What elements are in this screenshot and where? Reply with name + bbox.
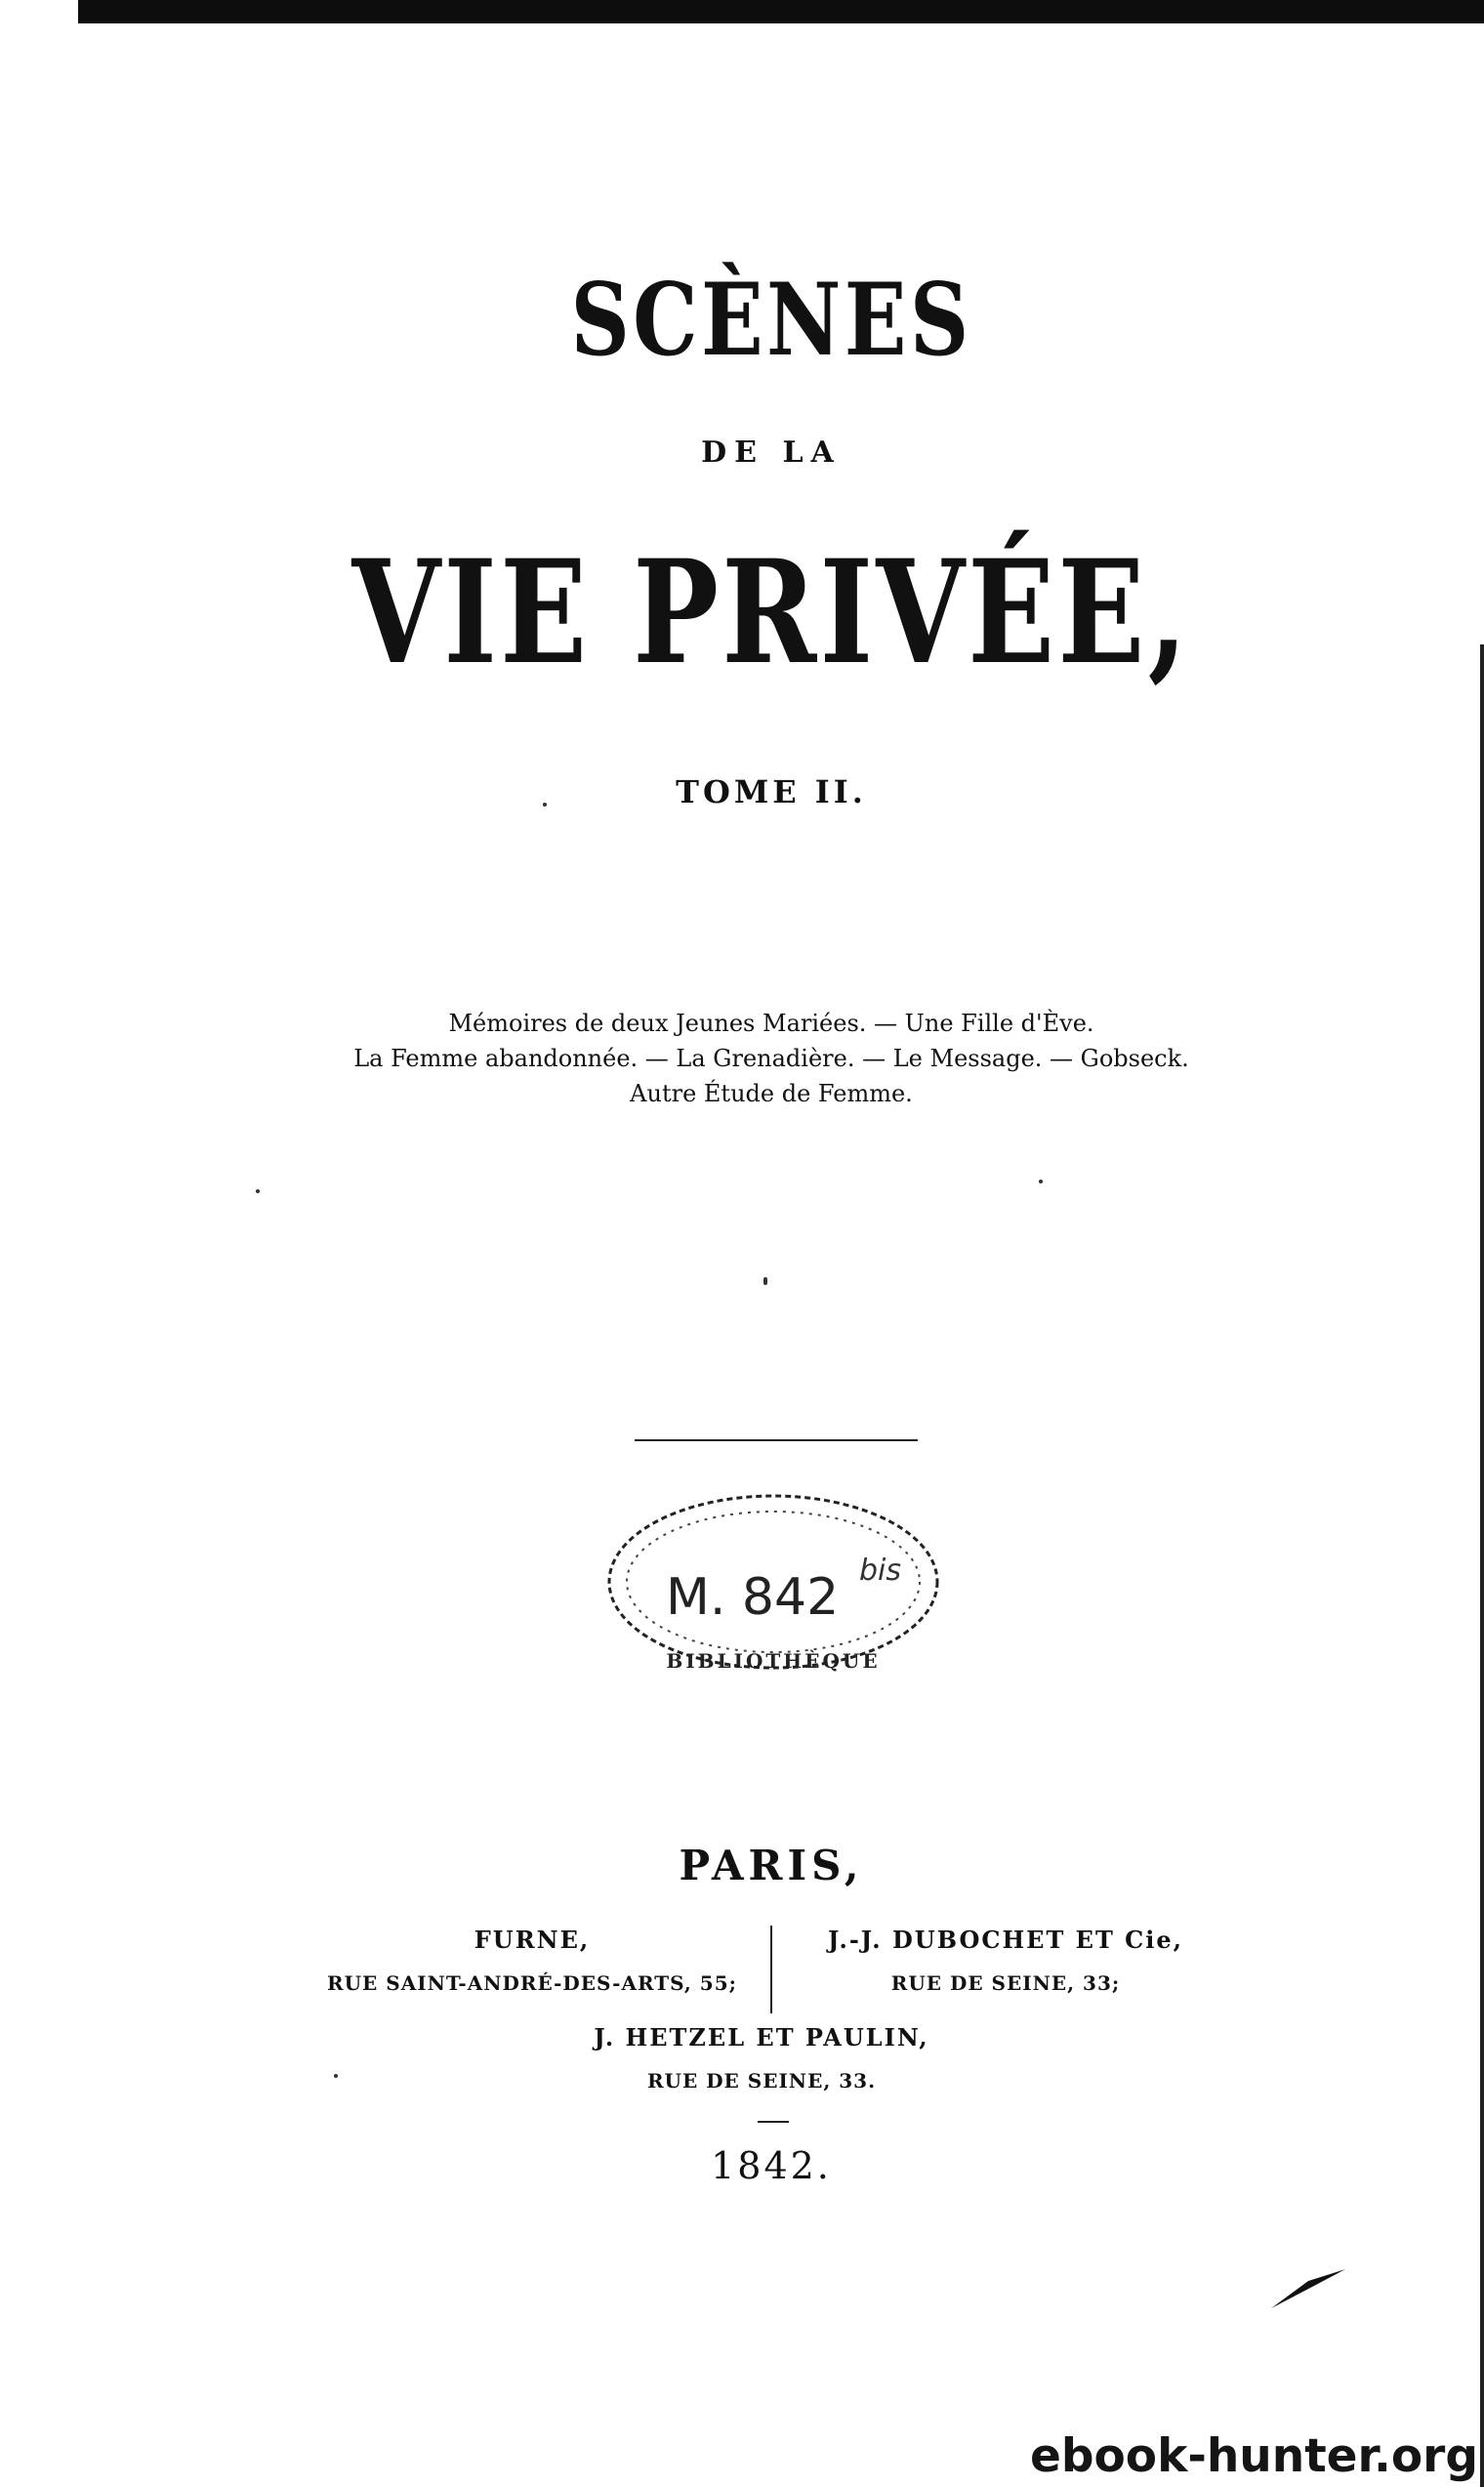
short-rule <box>758 2121 789 2123</box>
publisher-left-address: RUE SAINT-ANDRÉ-DES-ARTS, 55; <box>326 1971 738 1995</box>
contents-line: Mémoires de deux Jeunes Mariées. — Une Fille d'Ève. <box>448 1010 1094 1037</box>
contents-line: La Femme abandonnée. — La Grenadière. — Le Message. — Gobseck. <box>353 1045 1189 1072</box>
publisher-right-name: J.-J. DUBOCHET ET Cie, <box>827 1926 1184 1954</box>
page-edge-shadow <box>1480 644 1484 2487</box>
stamp-shelfmark-suffix: bis <box>859 1554 902 1588</box>
publisher-bottom-address: RUE DE SEINE, 33. <box>646 2069 877 2093</box>
imprint-city: PARIS, <box>679 1842 864 1889</box>
publisher-right <box>781 1926 1230 1995</box>
publisher-left <box>293 1926 771 1995</box>
title-line-scenes: SCÈNES <box>570 262 972 379</box>
stamp-shelfmark: M. 842 <box>666 1568 840 1627</box>
contents-line: Autre Étude de Femme. <box>630 1080 913 1107</box>
speck <box>543 803 547 807</box>
publisher-left-name: FURNE, <box>474 1926 591 1954</box>
publisher-right-address: RUE DE SEINE, 33; <box>890 1971 1121 1995</box>
stamp-text: BIBLIOTHÈQUE <box>666 1649 881 1673</box>
title-line-vie-privee: VIE PRIVÉE, <box>351 529 1191 696</box>
top-border-rule <box>78 0 1484 23</box>
ink-stroke <box>1271 2269 1345 2308</box>
library-stamp <box>598 1472 949 1697</box>
speck <box>1039 1180 1043 1183</box>
watermark: ebook-hunter.org <box>1029 2429 1478 2483</box>
publisher-divider <box>770 1926 772 2013</box>
title-line-de-la: DE LA <box>701 435 842 470</box>
volume-label: TOME II. <box>676 773 867 810</box>
speck <box>256 1189 260 1193</box>
publisher-bottom-name: J. HETZEL ET PAULIN, <box>594 2023 929 2052</box>
ink-mark <box>1269 2263 1347 2312</box>
contents-list <box>0 1006 1484 1111</box>
imprint-year: 1842. <box>711 2144 832 2187</box>
publisher-bottom <box>449 2023 1074 2093</box>
speck <box>334 2074 338 2078</box>
separator-rule <box>635 1439 918 1441</box>
speck <box>763 1277 767 1285</box>
